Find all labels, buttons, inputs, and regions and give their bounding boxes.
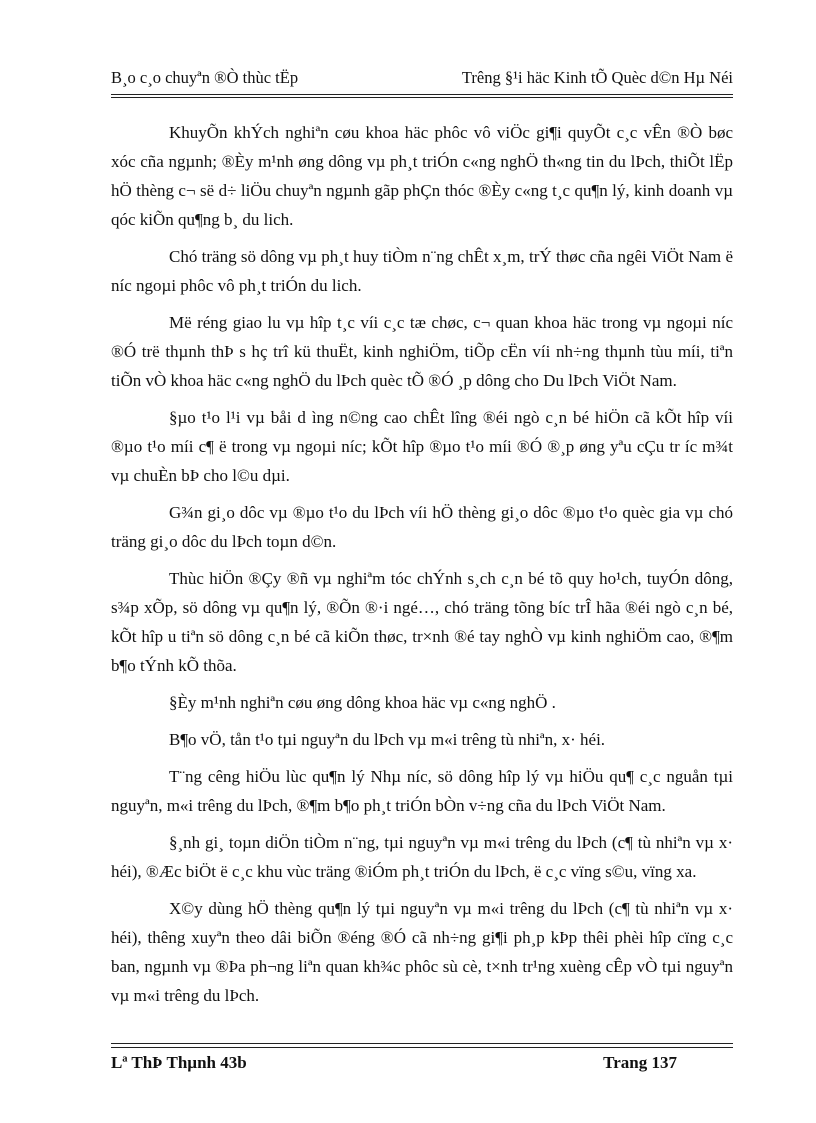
paragraph: Chó träng sö dông vµ ph¸t huy tiÒm n¨ng chÊt x¸m, trÝ thøc cña ngêi ViÖt Nam ë níc ngoµi phôc vô ph¸t triÓn du lich. bbox=[111, 247, 733, 295]
paragraph: X©y dùng hÖ thèng qu¶n lý tµi nguyªn vµ m«i trêng du lÞch (c¶ tù nhiªn vµ x· héi), thêng xuyªn theo dâi biÕn ®éng ®Ó cã nh÷ng gi¶i ph¸p kÞp thêi phèi hîp cïng c¸c ban, ngµnh vµ ®Þa ph¬ng liªn quan kh¾c phôc sù cè, t×nh tr¹ng xuèng cÊp vÒ tµi nguyªn vµ m«i trêng du lÞch. bbox=[111, 899, 733, 1005]
paragraph: §µo t¹o l¹i vµ båi d ìng n©ng cao chÊt lîng ®éi ngò c¸n bé hiÖn cã kÕt hîp víi ®µo t¹o míi c¶ ë trong vµ ngoµi níc; kÕt hîp ®µo t¹o míi ®Ó ®¸p øng yªu cÇu tr íc m¾t vµ chuÈn bÞ cho l©u dµi. bbox=[111, 408, 733, 485]
paragraph: G¾n gi¸o dôc vµ ®µo t¹o du lÞch víi hÖ thèng gi¸o dôc ®µo t¹o quèc gia vµ chó träng gi¸o dôc du lÞch toµn d©n. bbox=[111, 503, 733, 551]
page-header bbox=[111, 68, 733, 90]
paragraph: B¶o vÖ, tån t¹o tµi nguyªn du lÞch vµ m«i trêng tù nhiªn, x· héi. bbox=[169, 730, 606, 749]
paragraph: §Èy m¹nh nghiªn cøu øng dông khoa häc vµ c«ng nghÖ . bbox=[169, 693, 556, 712]
page-footer bbox=[111, 1053, 733, 1077]
header-university-name: Trêng §¹i häc Kinh tÕ Quèc d©n Hµ Néi bbox=[461, 68, 733, 87]
paragraph: T¨ng cêng hiÖu lùc qu¶n lý Nhµ níc, sö dông hîp lý vµ hiÖu qu¶ c¸c nguån tµi nguyªn, m«i trêng du lÞch, ®¶m b¶o ph¸t triÓn bÒn v÷ng cña du lÞch ViÖt Nam. bbox=[111, 767, 733, 815]
paragraph: §¸nh gi¸ toµn diÖn tiÒm n¨ng, tµi nguyªn vµ m«i trêng du lÞch (c¶ tù nhiªn vµ x· héi), ®Æc biÖt ë c¸c khu vùc träng ®iÓm ph¸t triÓn du lÞch, ë c¸c vïng s©u, vïng xa. bbox=[111, 833, 733, 881]
paragraph: Thùc hiÖn ®Çy ®ñ vµ nghiªm tóc chÝnh s¸ch c¸n bé tõ quy ho¹ch, tuyÓn dông, s¾p xÕp, sö dông vµ qu¶n lý, ®Õn ®·i ngé…, chó träng tõng bíc trÎ hãa ®éi ngò c¸n bé, kÕt hîp u tiªn sö dông c¸n bé cã kiÕn thøc, tr×nh ®é tay nghÒ vµ kinh nghiÖm cao, ®¶m b¶o tÝnh kÕ thõa. bbox=[111, 569, 733, 675]
footer-page-number: Trang 137 bbox=[603, 1053, 677, 1072]
footer-rule-bottom bbox=[111, 1047, 733, 1048]
header-rule-top bbox=[111, 94, 733, 95]
footer-author: Lª ThÞ Thµnh 43b bbox=[111, 1053, 247, 1072]
header-rule-bottom bbox=[111, 97, 733, 98]
footer-rule-top bbox=[111, 1043, 733, 1044]
paragraph: Më réng giao lu vµ hîp t¸c víi c¸c tæ chøc, c¬ quan khoa häc trong vµ ngoµi níc ®Ó trë thµnh thÞ s hç trî kü thuËt, kinh nghiÖm, tiÕp cËn víi nh÷ng thµnh tùu míi, tiªn tiÕn vÒ khoa häc c«ng nghÖ du lÞch quèc tÕ ®Ó ¸p dông cho Du lÞch ViÖt Nam. bbox=[111, 313, 733, 390]
body-text bbox=[111, 118, 733, 1018]
header-report-title: B¸o c¸o chuyªn ®Ò thùc tËp bbox=[111, 68, 299, 87]
paragraph: KhuyÕn khÝch nghiªn cøu khoa häc phôc vô viÖc gi¶i quyÕt c¸c vÊn ®Ò bøc xóc cña ngµnh; ®Èy m¹nh øng dông vµ ph¸t triÓn c«ng nghÖ th«ng tin du lÞch, thiÕt lËp hÖ thèng c¬ së d÷ liÖu chuyªn ngµnh gãp phÇn thóc ®Èy c«ng t¸c qu¶n lý, kinh doanh vµ qóc kiÕn qu¶ng b¸ du lich. bbox=[111, 123, 733, 229]
